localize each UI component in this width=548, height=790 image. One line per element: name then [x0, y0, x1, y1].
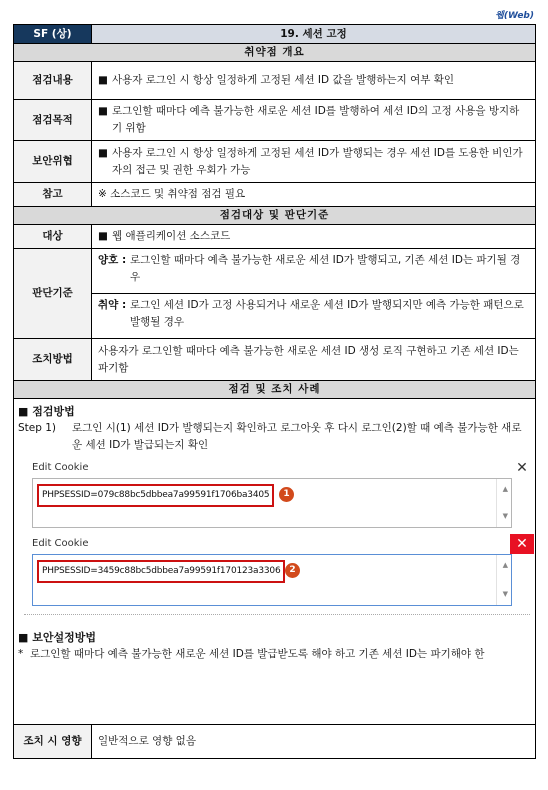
good-text: 로그인할 때마다 예측 불가능한 새로운 세션 ID가 발행되고, 기존 세션 ID는 파기될 경우 [130, 254, 521, 283]
impact-text: 일반적으로 영향 없음 [92, 725, 536, 759]
cookie-value[interactable]: PHPSESSID=079c88bc5dbbea7a99591f1706ba3405 [37, 484, 274, 507]
secure-text: 로그인할 때마다 예측 불가능한 새로운 세션 ID를 발급받도록 해야 하고 기존 세션 ID는 파기해야 한 [30, 648, 485, 660]
row-value-purpose [92, 100, 536, 141]
row-label-content: 점검내용 [14, 62, 92, 100]
cookie-dialog-2 [24, 534, 534, 615]
reference-text: ※ 소스코드 및 취약점 점검 필요 [92, 183, 536, 207]
cookie-value[interactable]: PHPSESSID=3459c88bc5dbbea7a99591f170123a3306 [37, 560, 285, 583]
page-title: 19. 세션 고정 [92, 25, 536, 44]
row-label-judgement: 판단기준 [14, 249, 92, 339]
row-label-action: 조치방법 [14, 339, 92, 381]
secure-heading: ■ 보안설정방법 [18, 631, 96, 644]
judgement-bad [92, 293, 535, 338]
action-text: 사용자가 로그인할 때마다 예측 불가능한 새로운 세션 ID 생성 로직 구현하고 기존 세션 ID는 파기함 [92, 339, 536, 381]
secure-note [18, 646, 529, 663]
target-text: 웹 애플리케이션 소스코드 [112, 230, 231, 242]
good-key: 양호 : [98, 254, 127, 266]
bad-key: 취약 : [98, 299, 127, 311]
scroll-up-icon[interactable]: ▲ [502, 561, 508, 569]
section-cases: 점검 및 조치 사례 [14, 381, 536, 399]
case-body [14, 399, 536, 725]
bullet-square-icon: ■ [98, 105, 108, 117]
bullet-square-icon: ■ [98, 74, 108, 86]
severity-code: SF (상) [14, 25, 92, 44]
category-tag: 웹(Web) [495, 11, 534, 21]
section-overview: 취약점 개요 [14, 44, 536, 62]
note-mark: * [18, 648, 24, 660]
content-text: 사용자 로그인 시 항상 일정하게 고정된 세션 ID 값을 발행하는지 여부 확인 [112, 74, 455, 86]
row-label-target: 대상 [14, 225, 92, 249]
cookie-dialog-title [24, 458, 534, 478]
scroll-down-icon[interactable]: ▼ [502, 590, 508, 598]
judgement-good [92, 249, 535, 293]
row-label-threat: 보안위협 [14, 141, 92, 183]
close-icon[interactable]: ✕ [510, 534, 534, 554]
row-value-judgement [92, 249, 536, 339]
marker-badge: 2 [285, 563, 300, 578]
threat-text: 사용자 로그인 시 항상 일정하게 고정된 세션 ID가 발행되는 경우 세션 ID를 도용한 비인가자의 접근 및 권한 우회가 가능 [112, 146, 523, 176]
cookie-dialog-title-text: Edit Cookie [32, 538, 89, 549]
bullet-square-icon: ■ [98, 230, 108, 242]
row-label-purpose: 점검목적 [14, 100, 92, 141]
cookie-dialog-title-text: Edit Cookie [32, 462, 89, 473]
row-value-target [92, 225, 536, 249]
close-icon[interactable]: ✕ [516, 460, 528, 476]
section-criteria: 점검대상 및 판단기준 [14, 207, 536, 225]
vulnerability-sheet [13, 24, 536, 759]
bullet-square-icon: ■ [98, 146, 108, 159]
divider [24, 606, 530, 615]
marker-badge: 1 [279, 487, 294, 502]
row-label-reference: 참고 [14, 183, 92, 207]
cookie-dialog-title [24, 534, 534, 554]
scrollbar[interactable] [496, 479, 511, 527]
cookie-dialog-1 [24, 458, 534, 528]
row-label-impact: 조치 시 영향 [14, 725, 92, 759]
purpose-text: 로그인할 때마다 예측 불가능한 새로운 세션 ID를 발행하여 세션 ID의 고정 사용을 방지하기 위함 [112, 105, 520, 134]
method-heading: ■ 점검방법 [18, 405, 75, 418]
step-key: Step 1) [18, 422, 57, 434]
scroll-down-icon[interactable]: ▼ [502, 512, 508, 520]
scrollbar[interactable] [496, 555, 511, 605]
step-text: 로그인 시(1) 세션 ID가 발행되는지 확인하고 로그아웃 후 다시 로그인(2)할 때 예측 불가능한 새로운 세션 ID가 발급되는지 확인 [72, 422, 522, 451]
scroll-up-icon[interactable]: ▲ [502, 485, 508, 493]
cookie-value-box[interactable] [32, 478, 512, 528]
row-value-threat [92, 141, 536, 183]
method-step [18, 420, 529, 454]
row-value-content [92, 62, 536, 100]
bad-text: 로그인 세션 ID가 고정 사용되거나 새로운 세션 ID가 발행되지만 예측 가능한 패턴으로 발행될 경우 [130, 299, 524, 328]
cookie-value-box[interactable] [32, 554, 512, 606]
